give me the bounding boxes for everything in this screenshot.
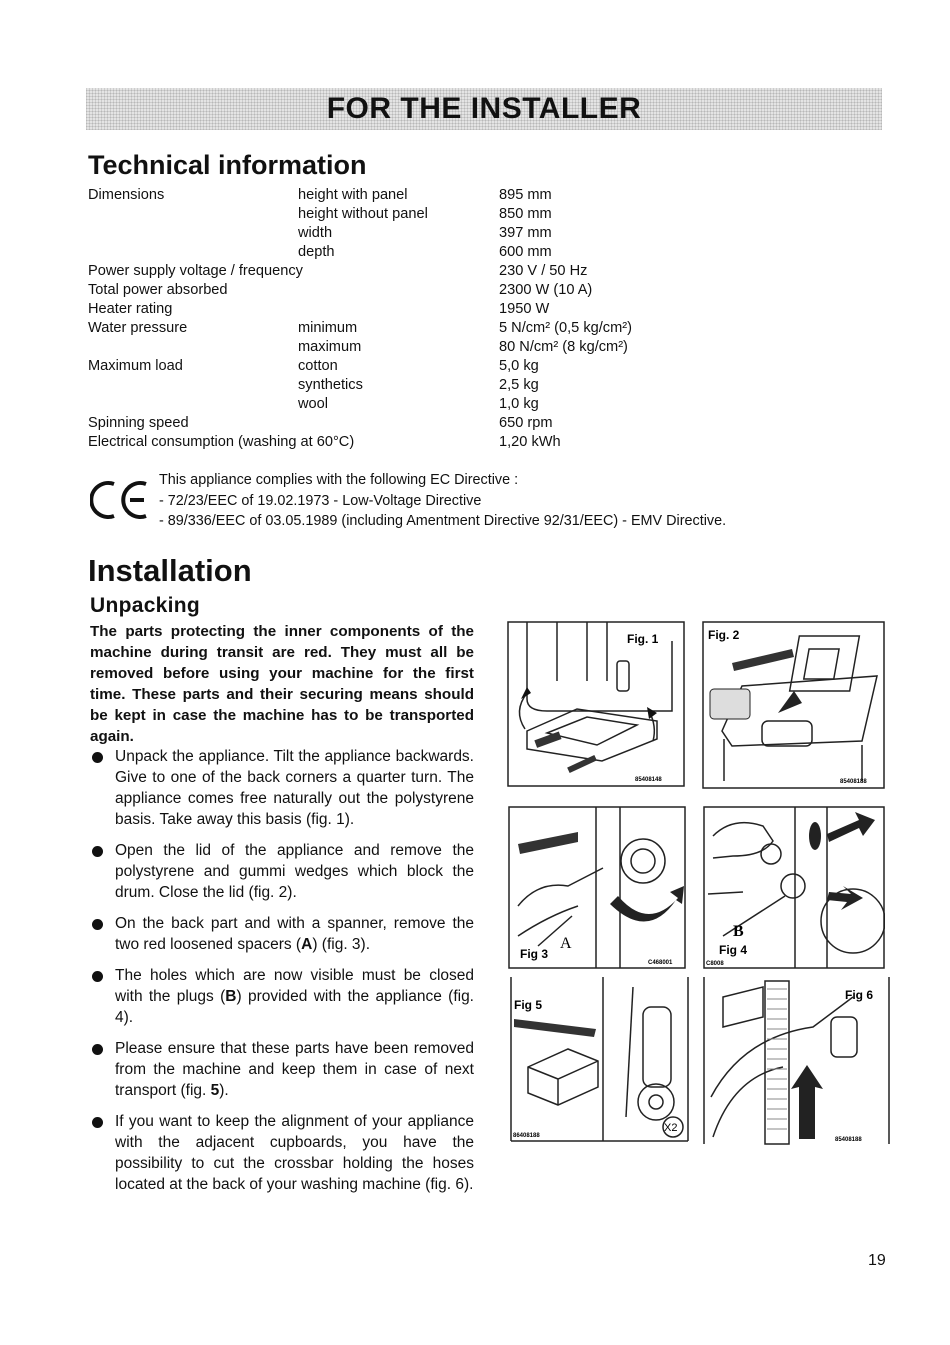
spec-label: Power supply voltage / frequency — [88, 263, 303, 279]
ce-compliance — [88, 470, 808, 532]
fig6-label: Fig 6 — [845, 988, 874, 1002]
step-item — [90, 913, 474, 955]
spec-label — [88, 205, 298, 224]
fig4-code: C8008 — [706, 961, 724, 967]
spec-value: 650 rpm — [499, 415, 553, 431]
unpacking-heading: Unpacking — [90, 594, 201, 617]
fig4-illustration — [703, 806, 885, 969]
spec-label: Electrical consumption (washing at 60°C) — [88, 434, 355, 450]
page-number: 19 — [868, 1252, 886, 1269]
rotate-arrow-icon — [610, 886, 684, 922]
spec-sub: height with panel — [298, 187, 408, 203]
spec-row — [88, 262, 808, 281]
spec-value: 850 mm — [499, 206, 552, 222]
fig2-code: 85408188 — [840, 779, 867, 785]
figure-5 — [508, 977, 690, 1142]
installation-heading: Installation — [88, 553, 252, 588]
spec-table — [88, 186, 808, 452]
step-marker: A — [301, 936, 313, 953]
step-text-end: ). — [219, 1082, 229, 1099]
spec-value: 1,0 kg — [499, 396, 539, 412]
bullet-icon — [92, 752, 103, 763]
fig5-illustration — [508, 977, 690, 1142]
step-item — [90, 746, 474, 830]
spec-value: 600 mm — [499, 244, 552, 260]
spec-row — [88, 205, 808, 224]
fig1-code: 85408148 — [635, 777, 662, 783]
ce-mark-icon — [90, 476, 152, 524]
fig6-code: 85408188 — [835, 1137, 862, 1143]
unpacking-intro: The parts protecting the inner components of the machine during transit are red. They must all be removed before using your machine for the first time. These parts and their securing means should be kept in case the machine has to be transported again. — [90, 623, 474, 745]
step-text: Open the lid of the appliance and remove the polystyrene and gummi wedges which block the drum. Close the lid (fig. 2). — [115, 842, 474, 901]
spec-value: 2300 W (10 A) — [499, 282, 593, 298]
fig4-label: Fig 4 — [719, 943, 748, 957]
spec-value: 1950 W — [499, 301, 550, 317]
step-text: Please ensure that these parts have been removed from the machine and keep them in case of next transport (fig. — [115, 1040, 474, 1099]
technical-information-heading: Technical information — [88, 150, 367, 180]
ce-directive-1: - 72/23/EEC of 19.02.1973 - Low-Voltage Directive — [159, 492, 482, 509]
spec-label — [88, 243, 298, 262]
spec-row — [88, 300, 808, 319]
spec-row — [88, 338, 808, 357]
step-item — [90, 1038, 474, 1101]
step-marker: 5 — [210, 1082, 220, 1099]
spec-value: 1,20 kWh — [499, 434, 561, 450]
step-text-end: ) (fig. 3). — [312, 936, 371, 953]
spec-label: Dimensions — [88, 187, 165, 203]
spec-sub: minimum — [298, 320, 358, 336]
spec-label: Water pressure — [88, 320, 188, 336]
spec-value: 5 N/cm² (0,5 kg/cm²) — [499, 320, 632, 336]
spec-row — [88, 357, 808, 376]
step-item — [90, 965, 474, 1028]
fig5-code: 86408188 — [513, 1133, 540, 1139]
step-item — [90, 1111, 474, 1195]
step-text: The holes which are now visible must be closed with the plugs ( — [115, 967, 474, 1005]
spec-value: 80 N/cm² (8 kg/cm²) — [499, 339, 628, 355]
spec-label: Maximum load — [88, 358, 183, 374]
fig3-code: C468001 — [648, 960, 673, 966]
fig1-illustration — [507, 621, 685, 787]
spec-row — [88, 395, 808, 414]
spec-sub: height without panel — [298, 206, 428, 222]
figure-2 — [702, 621, 885, 789]
spec-sub: width — [298, 225, 333, 241]
spec-row — [88, 376, 808, 395]
figure-4 — [703, 806, 885, 969]
fig6-illustration — [703, 977, 890, 1145]
spec-row — [88, 186, 808, 205]
spec-value: 895 mm — [499, 187, 552, 203]
spec-row — [88, 319, 808, 338]
figure-6 — [703, 977, 890, 1145]
bullet-icon — [92, 1117, 103, 1128]
spec-label — [88, 224, 298, 243]
spec-sub: maximum — [298, 339, 362, 355]
bullet-icon — [92, 846, 103, 857]
fig2-label: Fig. 2 — [708, 628, 740, 642]
spec-row — [88, 224, 808, 243]
section-banner — [86, 88, 882, 130]
bullet-icon — [92, 1044, 103, 1055]
arrow-icon — [827, 812, 875, 842]
step-text: If you want to keep the alignment of your appliance with the adjacent cupboards, you have the possibility to cut the crossbar holding the hoses located at the back of your washing machine (fig. 6). — [115, 1113, 474, 1193]
bullet-icon — [92, 971, 103, 982]
spec-value: 5,0 kg — [499, 358, 539, 374]
unpacking-steps — [90, 746, 474, 1205]
fig3-illustration — [508, 806, 686, 969]
spec-value: 230 V / 50 Hz — [499, 263, 588, 279]
bullet-icon — [92, 919, 103, 930]
spec-sub: depth — [298, 244, 335, 260]
step-marker: B — [225, 988, 237, 1005]
spec-label: Heater rating — [88, 301, 173, 317]
spec-row — [88, 281, 808, 300]
up-arrow-icon — [791, 1065, 823, 1139]
figure-3 — [508, 806, 686, 969]
fig2-illustration — [702, 621, 885, 789]
ce-directive-2: - 89/336/EEC of 03.05.1989 (including Amentment Directive 92/31/EEC) - EMV Directive. — [159, 513, 727, 529]
step-text: Unpack the appliance. Tilt the appliance backwards. Give to one of the back corners a quarter turn. The appliance comes free naturally out the polystyrene basis. Take away this basis (fig. 1). — [115, 748, 474, 828]
spec-label: Spinning speed — [88, 415, 189, 431]
step-text-end: ) provided with the appliance (fig. 4). — [115, 988, 474, 1026]
spec-sub: cotton — [298, 358, 338, 374]
arrow-icon — [521, 687, 531, 699]
fig3-label: Fig 3 — [520, 947, 549, 961]
spec-sub: wool — [298, 396, 329, 412]
spec-value: 2,5 kg — [499, 377, 539, 393]
spec-value: 397 mm — [499, 225, 552, 241]
fig5-label: Fig 5 — [514, 998, 543, 1012]
fig5-qty: X2 — [664, 1122, 678, 1134]
spec-label: Total power absorbed — [88, 282, 228, 298]
step-text: On the back part and with a spanner, remove the two red loosened spacers ( — [115, 915, 474, 953]
fig4-marker: B — [733, 923, 744, 940]
spec-row — [88, 414, 808, 433]
banner-title: FOR THE INSTALLER — [326, 92, 642, 125]
fig1-label: Fig. 1 — [627, 632, 659, 646]
spec-label — [88, 338, 298, 357]
spec-sub: synthetics — [298, 377, 363, 393]
spec-label — [88, 376, 298, 395]
spec-row — [88, 433, 808, 452]
ce-intro: This appliance complies with the following EC Directive : — [159, 472, 519, 488]
fig3-marker: A — [560, 935, 572, 952]
spec-row — [88, 243, 808, 262]
step-item — [90, 840, 474, 903]
spec-label — [88, 395, 298, 414]
figure-1 — [507, 621, 685, 787]
